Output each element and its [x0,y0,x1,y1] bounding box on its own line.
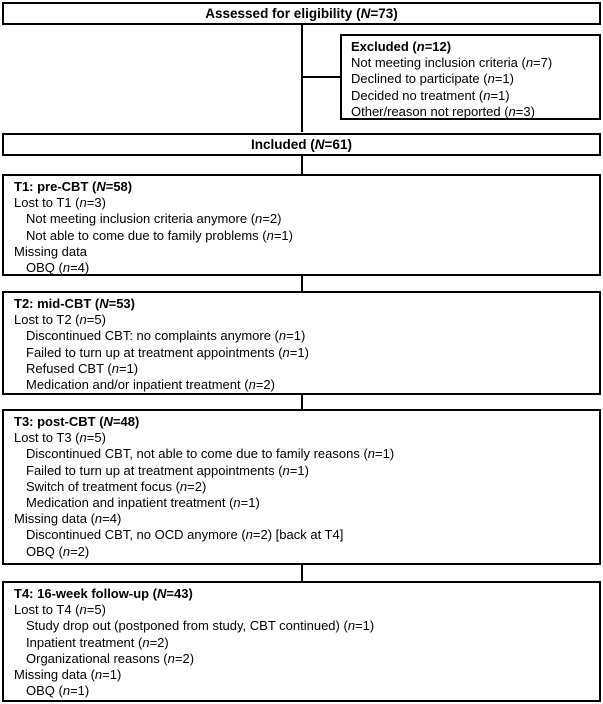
t3-lost-item: Switch of treatment focus (n=2) [26,478,207,494]
t2-lost-item: Discontinued CBT: no complaints anymore (n=1) [26,328,306,344]
t3-missing-item: OBQ (n=2) [26,543,90,559]
t2-box [2,291,601,395]
t2-heading: T2: mid-CBT (N=53) [14,296,135,311]
assessed-box [2,2,601,25]
t4-box [2,581,601,702]
t1-box [2,174,601,276]
connector-assessed-included [301,24,303,132]
excluded-item: Declined to participate (n=1) [351,71,514,87]
t3-missing: Missing data (n=4) [14,511,122,527]
t1-missing-item: OBQ (n=4) [26,260,90,276]
t2-lost-item: Failed to turn up at treatment appointments (n=1) [26,344,309,360]
excluded-item: Decided no treatment (n=1) [351,87,510,103]
excluded-item: Other/reason not reported (n=3) [351,103,535,119]
excluded-box [340,34,601,120]
connector-t3-t4 [301,564,303,582]
included-label: Included ( [251,137,315,152]
connector-t1-t2 [301,275,303,292]
connector-t2-t3 [301,394,303,410]
t3-lost-item: Medication and inpatient treatment (n=1) [26,495,260,511]
connector-included-t1 [301,155,303,175]
t3-lost-item: Discontinued CBT, not able to come due to family reasons (n=1) [26,446,395,462]
t4-lost-item: Study drop out (postponed from study, CBT continued) (n=1) [26,618,375,634]
included-box [2,133,601,156]
assessed-label: Assessed for eligibility ( [205,6,361,21]
included-n-symbol: N [314,137,325,152]
t1-lost-item: Not able to come due to family problems (n=1) [26,227,293,243]
t4-heading: T4: 16-week follow-up (N=43) [14,586,193,601]
t2-lost-item: Refused CBT (n=1) [26,360,139,376]
t4-lost-item: Organizational reasons (n=2) [26,650,195,666]
assessed-n-symbol: N [360,6,371,21]
assessed-value: =73) [370,6,398,21]
excluded-title: Excluded (n=12) [351,39,452,54]
t3-missing-item: Discontinued CBT, no OCD anymore (n=2) [back at T4] [26,527,344,543]
t3-heading: T3: post-CBT (N=48) [14,414,140,429]
excluded-item: Not meeting inclusion criteria (n=7) [351,55,553,71]
t2-lost-item: Medication and/or inpatient treatment (n=2) [26,377,275,393]
t1-missing: Missing data [14,243,87,259]
t1-lost: Lost to T1 (n=3) [14,195,106,211]
t3-lost-item: Failed to turn up at treatment appointments (n=1) [26,462,309,478]
t3-lost: Lost to T3 (n=5) [14,430,106,446]
t2-lost: Lost to T2 (n=5) [14,312,106,328]
t4-lost: Lost to T4 (n=5) [14,602,106,618]
included-value: =61) [324,137,352,152]
t3-box [2,409,601,565]
t4-lost-item: Inpatient treatment (n=2) [26,634,169,650]
t4-missing: Missing data (n=1) [14,667,122,683]
t1-lost-item: Not meeting inclusion criteria anymore (n=2) [26,211,282,227]
connector-excluded-branch [301,76,341,78]
t1-heading: T1: pre-CBT (N=58) [14,179,133,194]
t4-missing-item: OBQ (n=1) [26,683,90,699]
